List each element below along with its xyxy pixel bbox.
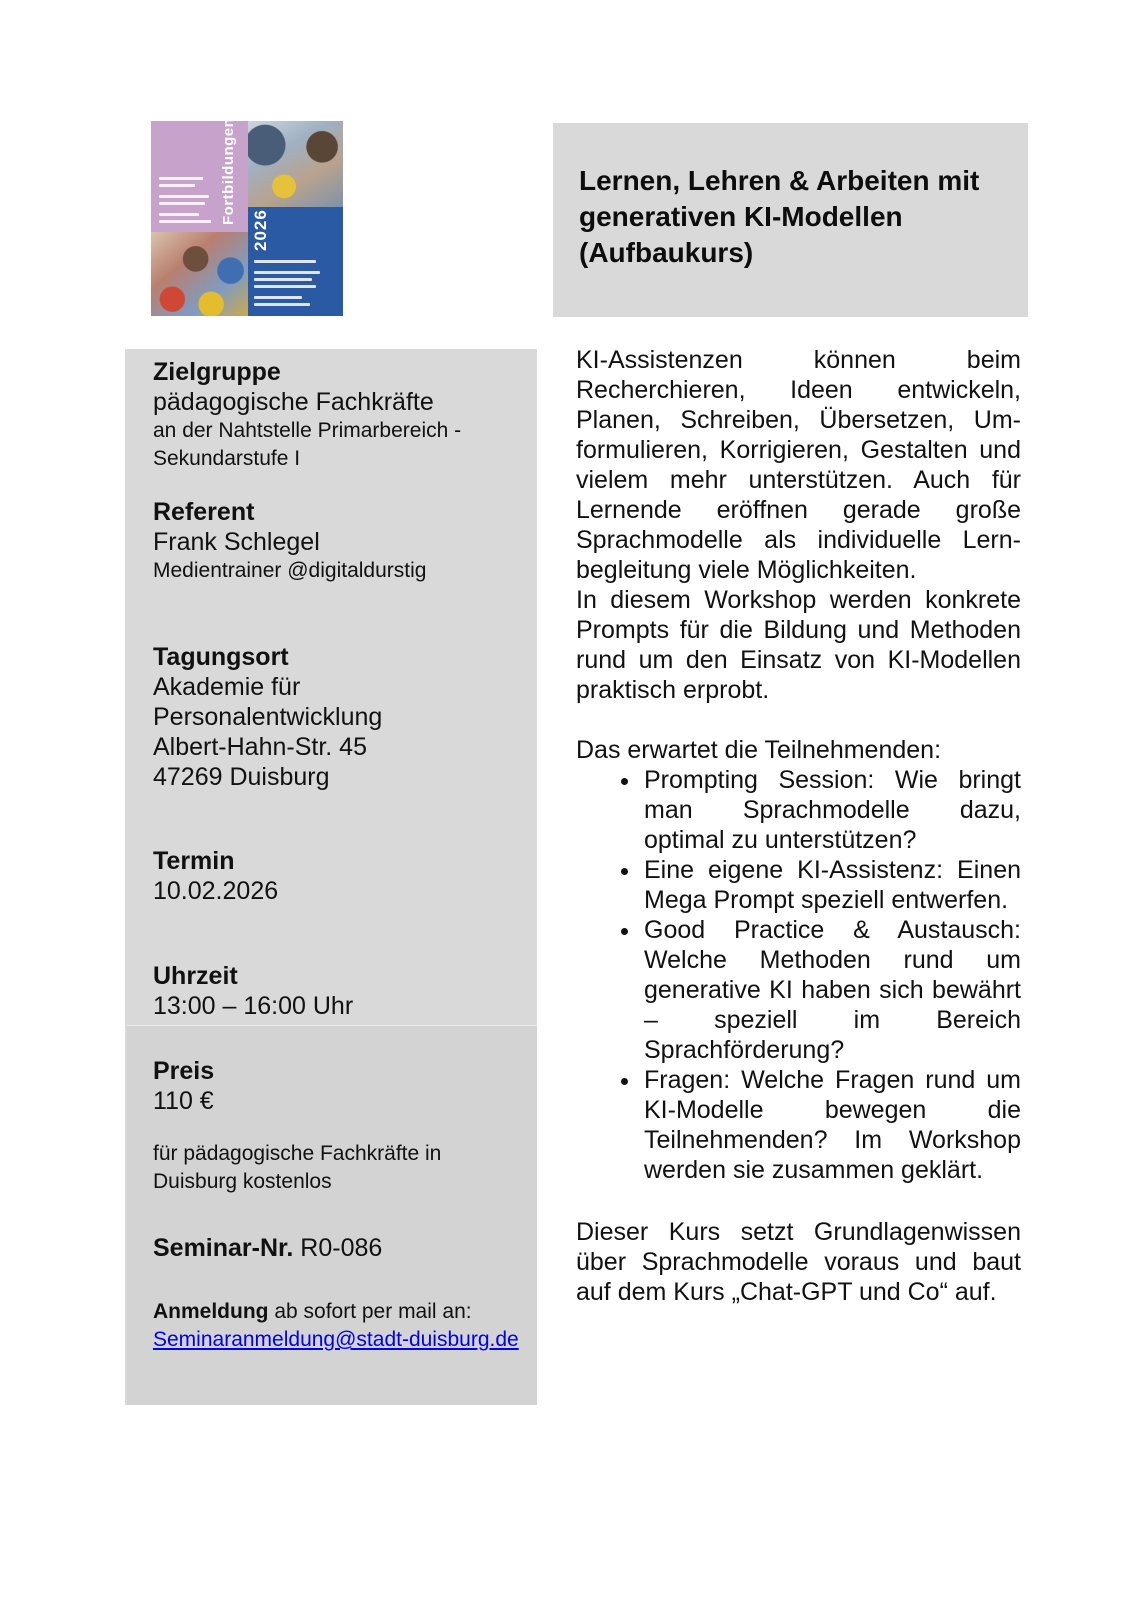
cover-blue-panel [248,207,343,316]
price-note: für pädagogische Fachkräfte in Duisburg kostenlos [153,1142,442,1193]
anmeldung-line [153,1298,525,1326]
bullet-item: • Good Practice & Austausch: Welche Methoden rund um generative KI haben sich bewährt – speziell im Bereich Sprachförderung? [642,915,1021,1065]
info-sidebar [125,349,537,1405]
section-tagungsort [153,642,525,792]
section-zielgruppe [153,357,525,473]
venue-line: Akademie für [153,673,301,701]
cover-photo-toys [151,232,248,316]
cover-vertical-title: Fortbildungen [220,117,237,225]
section-termin [153,846,525,906]
section-uhrzeit [153,961,525,1021]
cover-year-vertical: 2026 [251,209,270,251]
tagungsort-heading: Tagungsort [153,643,289,671]
referent-heading: Referent [153,498,255,526]
zielgruppe-line: Sekundarstufe I [153,447,301,470]
bullet-item: • Prompting Session: Wie bringt man Sprachmodelle dazu, optimal zu unterstützen? [642,765,1021,855]
course-title-line-3: (Aufbaukurs) [579,237,754,268]
closing-paragraph: Dieser Kurs setzt Grundlagenwissen über Sprachmodelle voraus und baut auf dem Kurs „Chat-GPT und Co“ auf. [576,1218,1021,1306]
uhrzeit-time: 13:00 – 16:00 Uhr [153,992,354,1020]
anmeldung-label: Anmeldung [153,1300,269,1323]
section-preis [153,1056,525,1116]
preis-value: 110 € [153,1087,214,1115]
zielgruppe-heading: Zielgruppe [153,358,281,386]
course-title-line-2: generativen KI-Modellen [579,201,903,232]
workshop-paragraph: In diesem Workshop werden konkrete Prompts für die Bildung und Methoden rund um den Einsatz von KI-Modellen praktisch erprobt. [576,586,1021,704]
referent-name: Frank Schlegel [153,528,320,556]
email-link[interactable]: Seminaranmeldung@stadt-duisburg.de [153,1328,519,1351]
cover-photo-children [248,121,343,207]
zielgruppe-line: an der Nahtstelle Primarbereich - [153,419,462,442]
referent-role: Medientrainer @digitaldurstig [153,559,427,582]
section-anmeldung [153,1298,525,1354]
uhrzeit-heading: Uhrzeit [153,962,238,990]
termin-date: 10.02.2026 [153,877,279,905]
bullet-item: • Eine eigene KI-Assistenz: Einen Mega Prompt speziell entwerfen. [642,855,1021,915]
brochure-cover-image [151,117,343,316]
list-intro: Das erwartet die Teilnehmenden: [576,736,942,764]
course-title-box [553,123,1028,317]
venue-line: Personalentwicklung [153,703,383,731]
section-seminar-nr [153,1233,525,1263]
venue-street: Albert-Hahn-Str. 45 [153,733,367,761]
cover-fineprint-blue [254,260,320,310]
cover-fineprint-lilac [159,177,211,227]
termin-heading: Termin [153,847,235,875]
seminar-nr-value: R0-086 [293,1234,383,1262]
course-title-line-1: Lernen, Lehren & Arbeiten mit [579,165,980,196]
section-price-note [153,1140,525,1196]
bullet-list [576,765,1021,1185]
preis-heading: Preis [153,1057,215,1085]
section-referent [153,497,525,585]
bullet-item: • Fragen: Welche Fragen rund um KI-Modelle bewegen die Teilnehmenden? Im Workshop werden sie zusammen geklärt. [642,1065,1021,1185]
anmeldung-text: ab sofort per mail an: [268,1300,472,1323]
cover-lilac-panel [151,117,248,232]
venue-city: 47269 Duisburg [153,763,330,791]
intro-paragraph: KI-Assistenzen können beim Recherchieren, Ideen entwickeln, Planen, Schreiben, Übersetzen, Umformulieren, Korrigieren, Gestalten und vielem mehr unterstützen. Auch für Lernende eröffnen gerade große Sprachmodelle als individuelle Lernbegleitung viele Möglichkeiten. [576,346,1021,584]
seminar-nr-line [153,1233,525,1263]
zielgruppe-line: pädagogische Fachkräfte [153,388,434,416]
description-column [576,345,1021,1307]
seminar-nr-label: Seminar-Nr. [153,1234,294,1262]
